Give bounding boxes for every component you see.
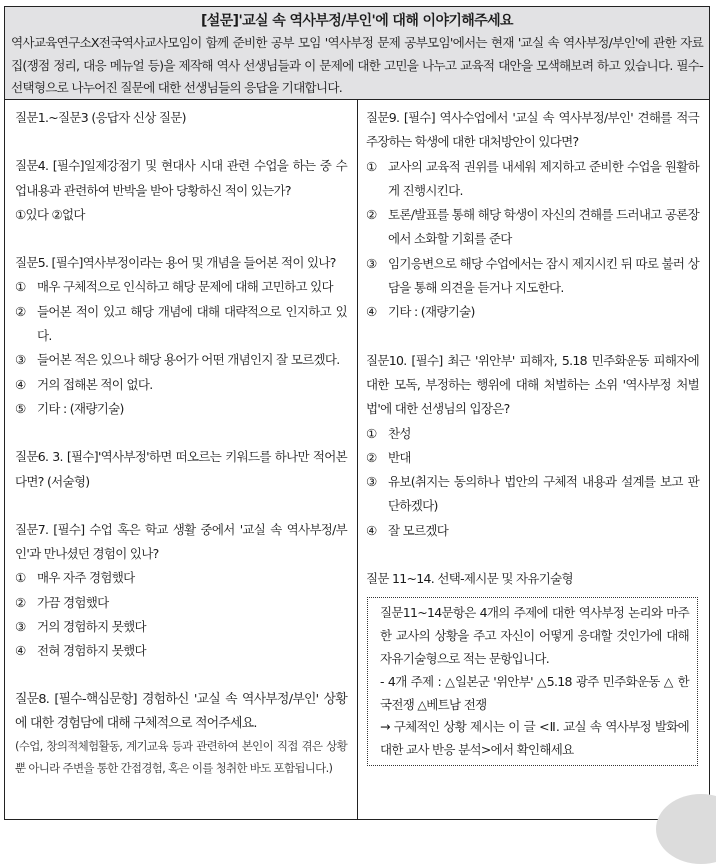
question-8 [15,688,347,780]
info-description: 질문11~14문항은 4개의 주제에 대한 역사부정 논리와 마주한 교사의 상황을 주고 자신이 어떻게 응대할 것인가에 대해 자유기술형으로 적는 문항입니다. [380,605,689,666]
question-text: 질문10. [필수] 최근 '위안부' 피해자, 5.18 민주화운동 피해자에 대한 모독, 부정하는 행위에 대해 처벌하는 소위 '역사부정 처벌법'에 대한 선생님의 입장은? [366,352,699,417]
answer-option: ③ 거의 경험하지 못했다 [15,619,146,635]
answer-option: ② 가끔 경험했다 [15,594,109,610]
answer-option: ② 반대 [366,449,411,465]
answer-option: ④ 전혀 경험하지 못했다 [15,643,146,659]
survey-header [5,7,709,100]
answer-option: ① 찬성 [366,425,411,441]
info-topics: - 4개 주제 : △일본군 '위안부' △5.18 광주 민주화운동 △ 한국전쟁 △베트남 전쟁 [380,673,689,712]
info-reference: → 구체적인 상황 제시는 이 글 <Ⅱ. 교실 속 역사부정 발화에 대한 교사 반응 분석>에서 확인해세요 [380,719,689,758]
question-1-3 [15,106,347,130]
answer-options: ①있다 ②없다 [15,206,85,222]
answer-option: ④ 잘 모르겠다 [366,522,449,538]
answer-option: ① 매우 구체적으로 인식하고 해당 문제에 대해 고민하고 있다 [15,279,333,295]
answer-option: ① 매우 자주 경험했다 [15,570,135,586]
right-column [358,100,709,819]
question-text: 질문5. [필수]역사부정이라는 용어 및 개념을 들어본 적이 있나? [15,255,336,271]
answer-option: ③ 임기응변으로 해당 수업에서는 잠시 제지시킨 뒤 따로 불러 상담을 통해 의견을 듣거나 지도한다. [366,255,699,296]
question-9 [366,106,699,325]
question-6 [15,445,347,494]
answer-option: ③ 유보(취지는 동의하나 법안의 구체적 내용과 설계를 보고 판단하겠다) [366,474,699,514]
survey-document [4,6,710,820]
question-7 [15,518,347,664]
answer-option: ④ 거의 접해본 적이 없다. [15,376,153,392]
question-note: (수업, 창의적체험활동, 계기교육 등과 관련하여 본인이 직접 겪은 상황 뿐 아니라 주변을 통한 간접경험, 혹은 이를 청취한 바도 포함됩니다.) [15,739,347,775]
question-10 [366,349,699,543]
question-heading: 질문 11~14. 선택-제시문 및 자유기술형 [366,571,573,587]
answer-option: ⑤ 기타 : (재량기술) [15,400,124,416]
question-text: 질문7. [필수] 수업 혹은 학교 생활 중에서 '교실 속 역사부정/부인'과 만나셨던 경험이 있나? [15,521,347,562]
question-11-14 [366,567,699,766]
answer-option: ② 토론/발표를 통해 해당 학생이 자신의 견해를 드러내고 공론장에서 소화할 기회를 준다 [366,207,699,247]
answer-option: ② 들어본 적이 있고 해당 개념에 대해 대략적으로 인지하고 있다. [15,303,347,344]
question-4 [15,154,347,227]
question-columns [5,100,709,819]
answer-option: ③ 들어본 적은 있으나 해당 용어가 어떤 개념인지 잘 모르겠다. [15,352,340,368]
answer-option: ① 교사의 교육적 권위를 내세워 제지하고 준비한 수업을 원활하게 진행시킨다. [366,158,699,198]
question-text: 질문8. [필수-핵심문항] 경험하신 '교실 속 역사부정/부인' 상황에 대한 경험담에 대해 구체적으로 적어주세요. [15,691,347,731]
left-column [5,100,358,819]
question-text: 질문6. 3. [필수]'역사부정'하면 떠오르는 키워드를 하나만 적어본다면? (서술형) [15,449,347,489]
question-text: 질문1.~질문3 (응답자 신상 질문) [15,110,186,125]
question-text: 질문4. [필수]일제강점기 및 현대사 시대 관련 수업을 하는 중 수업내용과 관련하여 반박을 받아 당황하신 적이 있는가? [15,158,347,198]
survey-intro: 역사교육연구소X전국역사교사모임이 함께 준비한 공부 모임 '역사부정 문제 공부모임'에서는 현재 '교실 속 역사부정/부인'에 관한 자료집(쟁점 정리, 대응 메뉴얼 등)을 제작해 역사 선생님들과 이 문제에 대한 고민을 나누고 교육적 대안을 모색해보려 하고 있습니다. 필수-선택형으로 나누어진 질문에 대한 선생님들의 응답을 기대합니다. [11,35,703,95]
question-5 [15,251,347,421]
question-text: 질문9. [필수] 역사수업에서 '교실 속 역사부정/부인' 견해를 적극 주장하는 학생에 대한 대처방안이 있다면? [366,110,699,150]
info-box [367,597,698,766]
answer-option: ④ 기타 : (재량기술) [366,304,475,320]
survey-title: [설문]'교실 속 역사부정/부인'에 대해 이야기해주세요 [201,13,513,29]
